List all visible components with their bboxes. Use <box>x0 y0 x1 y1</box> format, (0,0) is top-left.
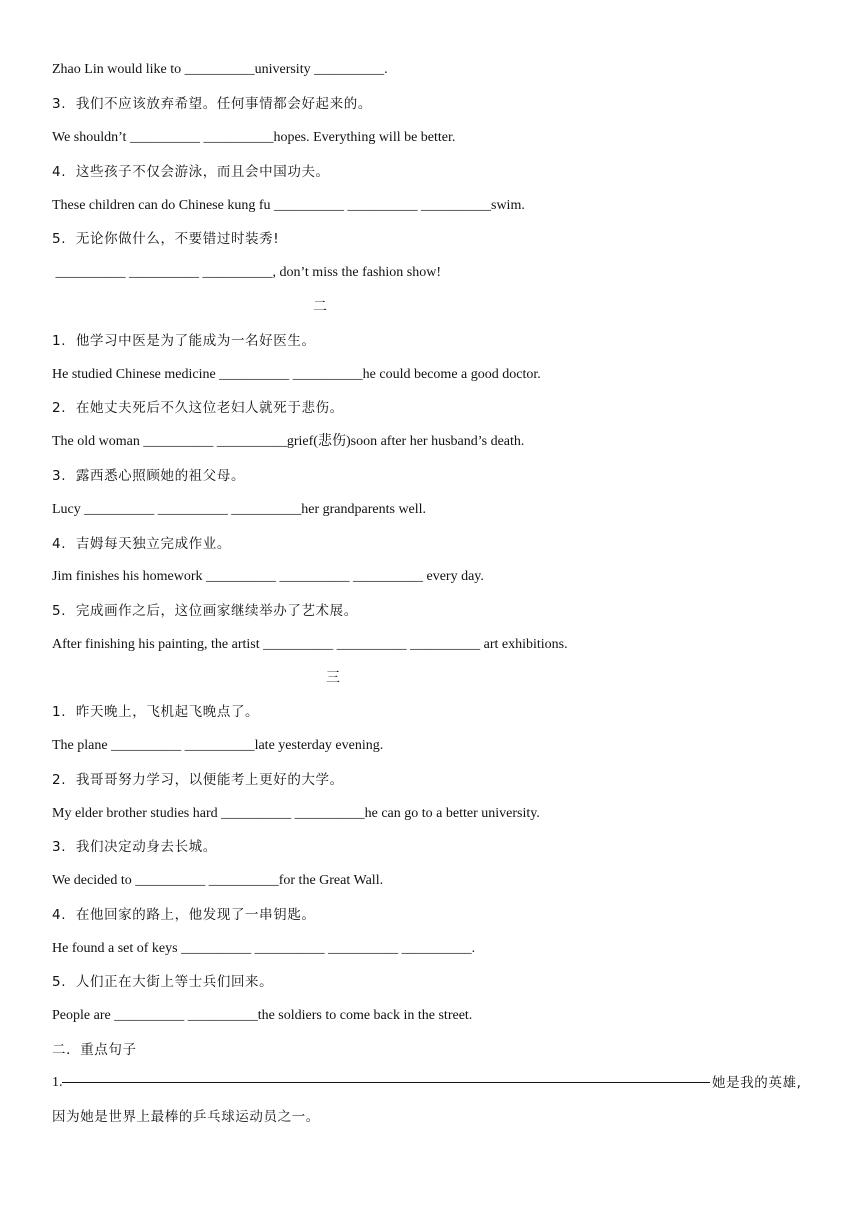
exercise-line: My elder brother studies hard __________ __________he can go to a better university. <box>52 806 540 821</box>
exercise-line: We shouldn’t __________ __________hopes. Everything will be better. <box>52 130 456 145</box>
exercise-prompt-cn: 4. 这些孩子不仅会游泳，而且会中国功夫。 <box>52 164 330 180</box>
exercise-prompt-cn: 5. 人们正在大街上等士兵们回来。 <box>52 974 274 990</box>
exercise-prompt-cn: 4. 在他回家的路上，他发现了一串钥匙。 <box>52 907 316 923</box>
exercise-prompt-cn: 1. 他学习中医是为了能成为一名好医生。 <box>52 333 316 349</box>
exercise-line: Jim finishes his homework __________ __________ __________ every day. <box>52 569 484 584</box>
exercise-prompt-cn: 5. 无论你做什么，不要错过时装秀! <box>52 231 280 247</box>
exercise-prompt-cn: 4. 吉姆每天独立完成作业。 <box>52 536 231 552</box>
exercise-prompt-cn: 3. 露西悉心照顾她的祖父母。 <box>52 468 246 484</box>
exercise-prompt-cn: 1. 昨天晚上，飞机起飞晚点了。 <box>52 704 260 720</box>
exercise-line: He studied Chinese medicine __________ __________he could become a good doctor. <box>52 367 541 382</box>
exercise-prompt-cn: 5. 完成画作之后，这位画家继续举办了艺术展。 <box>52 603 358 619</box>
exercise-line: We decided to __________ __________for the Great Wall. <box>52 873 384 888</box>
exercise-prompt-cn: 2. 我哥哥努力学习，以便能考上更好的大学。 <box>52 772 344 788</box>
exercise-line: He found a set of keys __________ __________ __________ __________. <box>52 941 476 956</box>
exercise-line: People are __________ __________the soldiers to come back in the street. <box>52 1008 473 1023</box>
sentence-cn-start: 她是我的英雄, <box>712 1075 802 1091</box>
exercise-line: __________ __________ __________, don’t miss the fashion show! <box>52 265 442 280</box>
exercise-line: After finishing his painting, the artist __________ __________ __________ art exhibitions. <box>52 637 568 652</box>
sentence-number: 1. <box>52 1075 63 1090</box>
exercise-line: Zhao Lin would like to __________university __________. <box>52 62 388 77</box>
exercise-prompt-cn: 2. 在她丈夫死后不久这位老妇人就死于悲伤。 <box>52 400 344 416</box>
sentence-cn-continuation: 因为她是世界上最棒的乒乓球运动员之一。 <box>52 1109 320 1125</box>
section-title-key-sentences: 二．重点句子 <box>52 1042 137 1058</box>
exercise-line: Lucy __________ __________ __________her grandparents well. <box>52 502 427 517</box>
answer-blank-line <box>62 1082 710 1083</box>
section-heading: 二 <box>313 299 327 315</box>
exercise-line: The plane __________ __________late yesterday evening. <box>52 738 384 753</box>
section-heading: 三 <box>326 670 340 686</box>
exercise-line: The old woman __________ __________grief(悲伤)soon after her husband’s death. <box>52 434 525 449</box>
exercise-line: These children can do Chinese kung fu __________ __________ __________swim. <box>52 198 525 213</box>
exercise-prompt-cn: 3. 我们不应该放弃希望。任何事情都会好起来的。 <box>52 96 372 112</box>
exercise-prompt-cn: 3. 我们决定动身去长城。 <box>52 839 217 855</box>
